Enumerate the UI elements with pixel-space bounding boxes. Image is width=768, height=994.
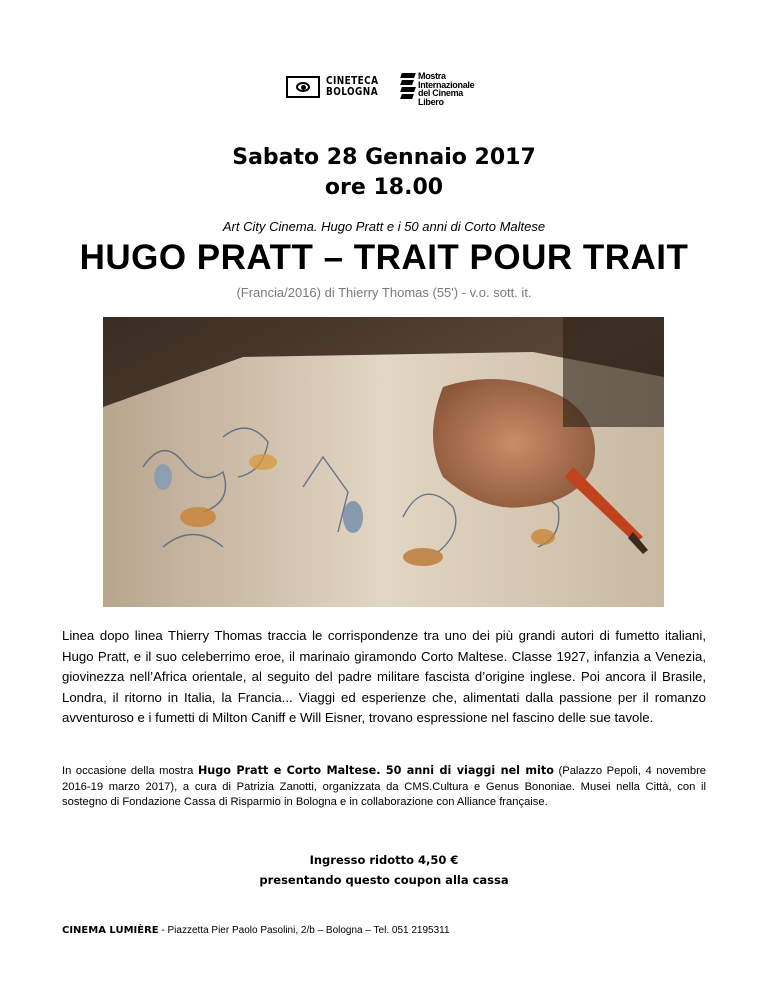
exhibition-details: (Palazzo Pepoli, 4 novembre 2016-19 marzo 2017), a cura di Patrizia Zanotti, organizzata da CMS.Cultura e Genus Bononiae. Musei nella Città, con il sostegno di Fondazione Cassa di Risparmio in Bologna e in collaborazione con Alliance française. (62, 765, 707, 808)
entry-offer (0, 850, 768, 890)
exhibition-name: Hugo Pratt e Corto Maltese. 50 anni di viaggi nel mito (197, 764, 554, 777)
film-title: HUGO PRATT – TRAIT POUR TRAIT (79, 238, 689, 277)
venue-footer (62, 925, 450, 936)
film-description: Linea dopo linea Thierry Thomas traccia le corrispondenze tra uno dei più grandi autori di fumetto italiani, Hugo Pratt, e il suo celeberrimo eroe, il marinaio giramondo Corto Maltese. Classe 1927, infanzia a Venezia, giovinezza nell’Africa orientale, al seguito del padre militare fascista d’origine inglese. Poi ancora il Brasile, Londra, il ritorno in Italia, la Francia... Viaggi ed esperienze che, alimentati dalla passione per il romanzo avventuroso e i fumetti di Milton Caniff e Will Eisner, trovano espressione nel fascino delle sue tavole. (62, 628, 706, 725)
exhibition-info (62, 763, 706, 811)
stripes-icon (401, 73, 415, 106)
cineteca-logo-line: BOLOGNA (326, 86, 379, 98)
mostra-cinema-libero-logo (401, 72, 474, 106)
mostra-logo-line: Libero (418, 96, 444, 107)
mostra-logo-line: del Cinema (418, 88, 464, 98)
film-credits: (Francia/2016) di Thierry Thomas (55') - v.o. sott. it. (236, 285, 532, 300)
mostra-logo-line: Internazionale (418, 79, 475, 90)
event-subtitle: Art City Cinema. Hugo Pratt e i 50 anni di Corto Maltese (222, 219, 546, 234)
venue-address: - Piazzetta Pier Paolo Pasolini, 2/b – Bologna – Tel. 051 2195311 (158, 925, 450, 936)
exhibition-intro: In occasione della mostra (62, 765, 198, 777)
entry-price: Ingresso ridotto 4,50 € (309, 853, 459, 867)
event-time: ore 18.00 (324, 175, 444, 200)
film-still-image (103, 317, 664, 607)
venue-name: CINEMA LUMIÈRE (62, 925, 159, 936)
film-frame-icon (286, 76, 320, 98)
mostra-logo-line: Mostra (418, 71, 446, 81)
entry-coupon-note: presentando questo coupon alla cassa (259, 873, 509, 887)
cineteca-bologna-logo (286, 76, 388, 98)
header-logos (0, 72, 768, 112)
event-datetime (0, 143, 768, 203)
cineteca-logo-line: CINETECA (326, 75, 379, 87)
event-date: Sabato 28 Gennaio 2017 (232, 145, 536, 170)
